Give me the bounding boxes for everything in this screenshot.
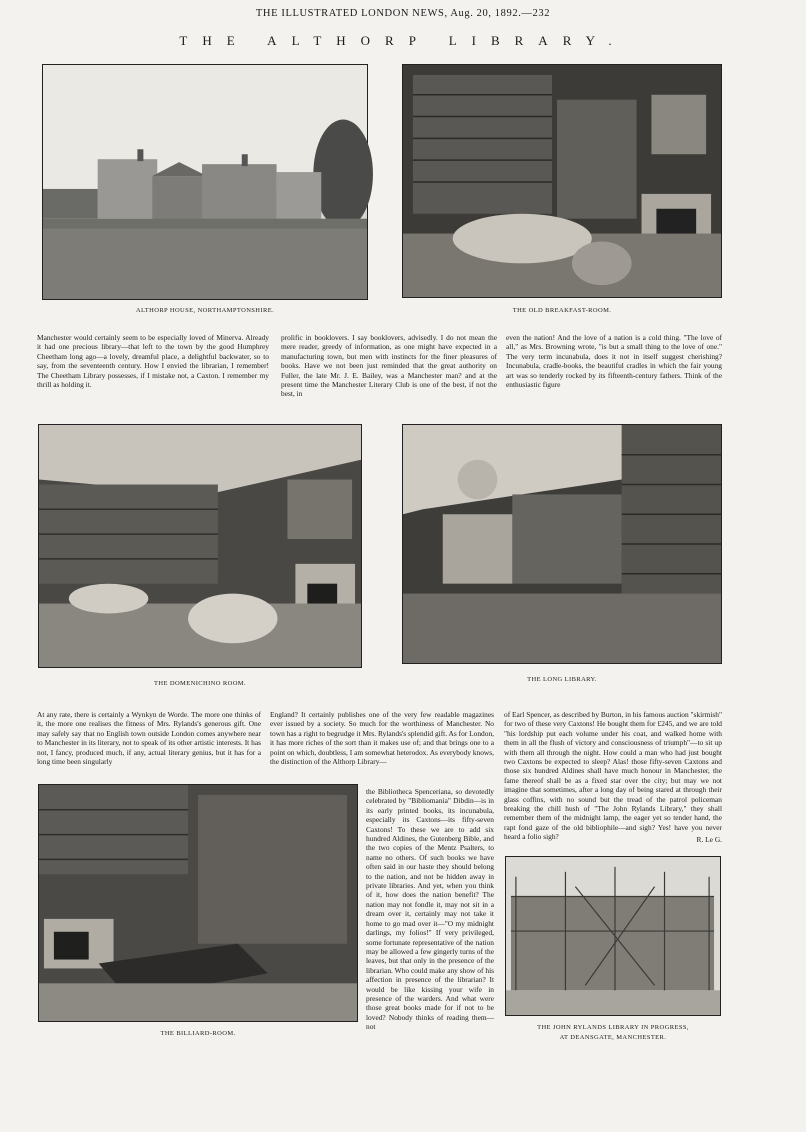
caption-domenichino-room: THE DOMENICHINO ROOM. [154, 680, 246, 687]
text-column-2-top: prolific in booklovers. I say booklovers, advisedly. I do not mean the mere reader, greedy of information, as one might have expected in a manufacturing town, but men with instincts for the finer pleasures of books. Have we not been just reminded that the great authority on Fuller, the late Mr. J. E. Bailey, was a Manchester man? and at the present time the Manchester Literary Club is one of the best, if not the best, in [281, 333, 497, 399]
photo-althorp-house [42, 64, 368, 300]
caption-billiard-room: THE BILLIARD-ROOM. [160, 1030, 236, 1037]
text-column-3-mid: of Earl Spencer, as described by Burton, in his famous auction "skirmish" for two of these very Caxtons! He bought them for £245, and we are told "his lordship put each volume under his coat, and walked home with them in all the flush of victory and consciousness of triumph"—to sit up with them all through the night. How could a man who had just bought two Caxtons be expected to sleep? Alas! those fifty-seven Caxtons and those six hundred Aldines shall have much honour in Manchester, the fame thereof shall be as a fixed star over the city; but may we not imagine that sometimes, after a long day of being stared at through their glass coffins, with no sound but the tread of the patrol policeman breaking the chill hush of "The John Rylands Library," they shall remember them of the midnight lamp, the eager yet so tender hand, the rapt fond gaze of the old bibliophile—and sigh? Yes! have you never heard a folio sigh? [504, 710, 722, 842]
caption-breakfast-room: THE OLD BREAKFAST-ROOM. [512, 307, 612, 314]
text-column-1-top: Manchester would certainly seem to be especially loved of Minerva. Already it had one precious library—that left to the town by the good Humphrey Cheetham long ago—a lovely, dreamful place, a delightful backwater, so to say, from the seventeenth century. How I envied the librarian, I remember! The Cheetham Library possesses, if I mistake not, a Caxton. I remember my thrill as holding it. [37, 333, 269, 390]
page-title: THE ALTHORP LIBRARY. [179, 33, 627, 48]
text-column-2-mid: England? It certainly publishes one of the very few readable magazines ever issued by a society. So much for the worthiness of Manchester. No town has a right to begrudge it Mrs. Rylands's splendid gift. As for London, it has more riches of the sort than it makes use of; and that brings one to a point on which, doubtless, I am somewhat heterodox. As everybody knows, the distinction of the Althorp Library— [270, 710, 494, 767]
signature-line [504, 835, 722, 846]
photo-rylands-library [505, 856, 721, 1016]
photo-billiard-room [38, 784, 358, 1022]
photo-domenichino-room [38, 424, 362, 668]
running-head: THE ILLUSTRATED LONDON NEWS, Aug. 20, 1892.—232 [255, 8, 551, 19]
text-column-2-narrow: the Bibliotheca Spenceriana, so devotedly celebrated by "Bibliomania" Dibdin—is in its early printed books, its incunabula, especially its Caxtons—its fifty-seven Caxtons! To these we are to add six hundred Aldines, the Gutenberg Bible, and the two copies of the Mentz Psalters, to name no others. Of such books we have often said in our haste they should belong to the nation, and not be hidden away in private libraries. And yet, when you think of it, how does the nation benefit? The nation may not fondle it, may not sit in a dream over it, certainly may not take it home to go mad over it—"O my midnight darlings, my folios!" If very privileged, some fortunate representative of the nation may be allowed a few gingerly turns of the leaves, but that only in the presence of the librarian. Who could make any show of his affection in presence of the librarian? It would be like kissing your wife in presence of the warders. And what were those great books made for if not to be loved? Nobody thinks of reading them—not [366, 787, 494, 1032]
text-column-1-mid: At any rate, there is certainly a Wynkyn de Worde. The more one thinks of it, the more one realises the fitness of Mrs. Rylands's generous gift. One may safely say that no English town outside London comes anywhere near to Manchester in its literary, not to speak of its other artistic interests. It has not, I fancy, produced much, if any, actual literary genius, but it has for a long time been singularly [37, 710, 261, 767]
photo-breakfast-room [402, 64, 722, 298]
photo-long-library [402, 424, 722, 664]
text-column-3-top: even the nation! And the love of a nation is a cold thing. "The love of all," as Mrs. Browning wrote, "is but a small thing to the love of one." The very term incunabula, does it not in itself suggest cherishing? Incunabula, cradle-books, the beautiful cradles in which the fair young art was so tenderly rocked by its fifteenth-century fathers. Think of the enthusiastic figure [506, 333, 722, 390]
signature: R. Le G. [696, 835, 722, 844]
caption-rylands-line-1: THE JOHN RYLANDS LIBRARY IN PROGRESS, [537, 1024, 689, 1031]
caption-althorp-house: ALTHORP HOUSE, NORTHAMPTONSHIRE. [135, 307, 275, 314]
caption-long-library: THE LONG LIBRARY. [527, 676, 597, 683]
caption-rylands-line-2: AT DEANSGATE, MANCHESTER. [559, 1034, 667, 1041]
